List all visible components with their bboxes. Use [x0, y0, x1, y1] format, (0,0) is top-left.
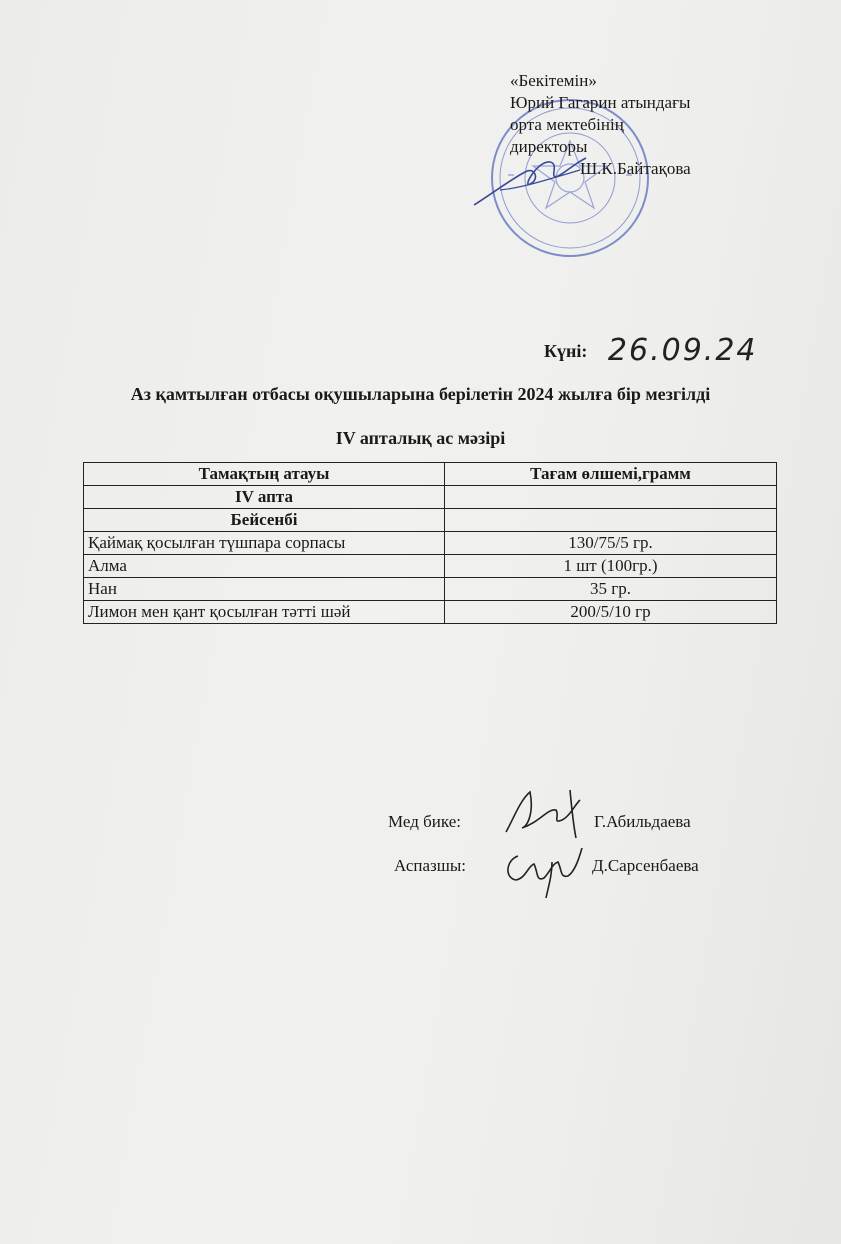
approval-block	[510, 70, 691, 180]
dish-amount: 200/5/10 гр	[445, 601, 777, 624]
week-row	[84, 486, 777, 509]
approval-heading: «Бекітемін»	[510, 71, 597, 90]
menu-table	[83, 462, 777, 624]
cook-label: Аспазшы:	[394, 856, 466, 875]
table-row	[84, 555, 777, 578]
director-name: Ш.К.Байтақова	[580, 159, 691, 178]
week-empty-cell	[445, 486, 777, 509]
nurse-signature	[500, 782, 590, 842]
date-row	[544, 330, 758, 368]
approval-position: директоры	[510, 137, 588, 156]
week-label: IV апта	[84, 486, 445, 509]
nurse-name: Г.Абильдаева	[594, 812, 691, 831]
dish-amount: 1 шт (100гр.)	[445, 555, 777, 578]
dish-amount: 35 гр.	[445, 578, 777, 601]
approval-school-name: Юрий Гагарин атындағы	[510, 93, 691, 112]
table-header-row	[84, 463, 777, 486]
dish-amount: 130/75/5 гр.	[445, 532, 777, 555]
dish-name: Қаймақ қосылған түшпара сорпасы	[84, 532, 445, 555]
header-portion: Тағам өлшемі,грамм	[445, 463, 777, 486]
table-row	[84, 578, 777, 601]
day-empty-cell	[445, 509, 777, 532]
date-value: 26.09.24	[607, 333, 758, 368]
date-label: Күні:	[544, 341, 588, 361]
day-row	[84, 509, 777, 532]
cook-signature	[498, 836, 588, 900]
dish-name: Лимон мен қант қосылған тәтті шәй	[84, 601, 445, 624]
dish-name: Нан	[84, 578, 445, 601]
table-row	[84, 601, 777, 624]
document-title: Аз қамтылған отбасы оқушыларына берілетін 2024 жылға бір мезгілді	[130, 384, 711, 404]
header-dish-name: Тамақтың атауы	[84, 463, 445, 486]
day-label: Бейсенбі	[84, 509, 445, 532]
nurse-label: Мед бике:	[388, 812, 461, 831]
table-row	[84, 532, 777, 555]
cook-name: Д.Сарсенбаева	[592, 856, 699, 875]
document-subtitle: IV апталық ас мәзірі	[335, 428, 506, 448]
approval-school-type: орта мектебінің	[510, 115, 624, 134]
dish-name: Алма	[84, 555, 445, 578]
